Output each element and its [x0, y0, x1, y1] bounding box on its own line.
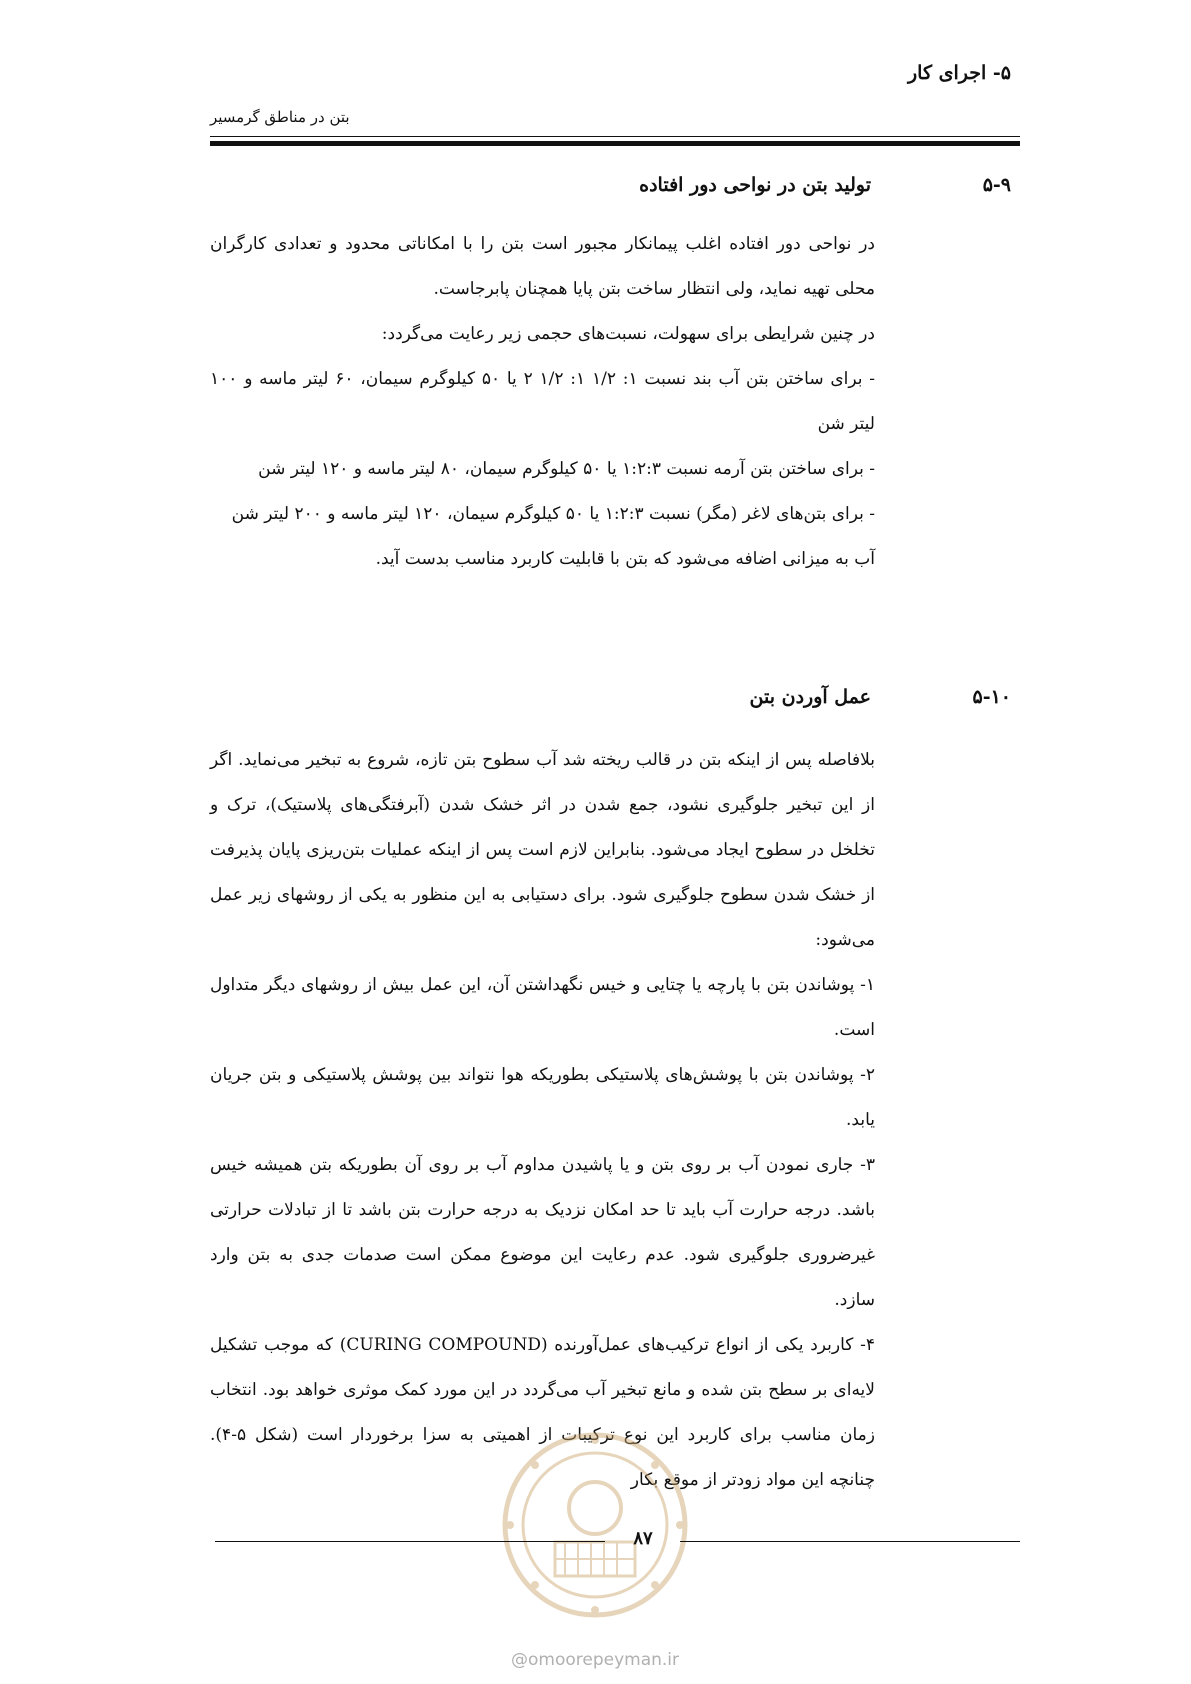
list-item: ۲- پوشاندن بتن با پوشش‌های پلاستیکی بطوریکه هوا نتواند بین پوشش پلاستیکی و بتن جریان یابد.: [210, 1065, 875, 1130]
footer-rule: [680, 1541, 1020, 1542]
section-heading-5-10: [191, 686, 1011, 720]
section-body-5-9: [210, 222, 875, 582]
watermark-seal-icon: [500, 1430, 690, 1620]
section-title: تولید بتن در نواحی دور افتاده: [639, 174, 871, 196]
list-item: - برای ساختن بتن آب بند نسبت ۱: ۱/۲ ۱: ۱/۲ ۲ یا ۵۰ کیلوگرم سیمان، ۶۰ لیتر ماسه و ۱۰۰ لیتر شن: [210, 369, 876, 434]
site-watermark: @omoorepeyman.ir: [510, 1650, 680, 1670]
footer-rule: [215, 1541, 605, 1542]
section-number: ۵-۹: [982, 174, 1011, 196]
list-item: ۳- جاری نمودن آب بر روی بتن و یا پاشیدن مداوم آب بر روی آن بطوریکه بتن همیشه خیس باشد. درجه حرارت آب باید تا حد امکان نزدیک به درجه حرارت بتن باشد تا از تبادلات حرارتی غیرضروری جلوگیری شود. عدم رعایت این موضوع ممکن است صدمات جدی به بتن وارد سازد.: [210, 1155, 875, 1310]
section-body-5-10: [210, 738, 875, 1503]
header-rule: [210, 136, 1020, 137]
running-header: بتن در مناطق گرمسیر: [210, 108, 350, 126]
header-rule-thick: [210, 141, 1020, 146]
paragraph: در نواحی دور افتاده اغلب پیمانکار مجبور است بتن را با امکاناتی محدود و تعدادی کارگران محلی تهیه نماید، ولی انتظار ساخت بتن پایا همچنان پابرجاست.: [210, 234, 875, 299]
page-number: ۸۷: [633, 1528, 653, 1549]
section-heading-5-9: [191, 174, 1011, 208]
list-item: - برای بتن‌های لاغر (مگر) نسبت ۱:۲:۳ یا ۵۰ کیلوگرم سیمان، ۱۲۰ لیتر ماسه و ۲۰۰ لیتر شن: [231, 504, 875, 524]
list-item: ۴- کاربرد یکی از انواع ترکیب‌های عمل‌آورنده (CURING COMPOUND) که موجب تشکیل لایه‌ای بر سطح بتن شده و مانع تبخیر آب می‌گردد در این مورد کمک موثری خواهد بود. انتخاب زمان مناسب برای کاربرد این نوع ترکیبات از اهمیتی به سزا برخوردار است (شکل ۵-۴). چنانچه این مواد زودتر از موقع بکار: [210, 1335, 875, 1490]
list-item: ۱- پوشاندن بتن با پارچه یا چتایی و خیس نگهداشتن آن، این عمل بیش از روشهای دیگر متداول است.: [210, 975, 875, 1040]
paragraph: بلافاصله پس از اینکه بتن در قالب ریخته شد آب سطوح بتن تازه، شروع به تبخیر می‌نماید. اگر از این تبخیر جلوگیری نشود، جمع شدن در اثر خشک شدن (آبرفتگی‌های پلاستیک)، ترک و تخلخل در سطوح ایجاد می‌شود. بنابراین لازم است پس از اینکه عملیات بتن‌ریزی پایان پذیرفت از خشک شدن سطوح جلوگیری شود. برای دستیابی به این منظور به یکی از روشهای زیر عمل می‌شود:: [210, 750, 875, 950]
paragraph: در چنین شرایطی برای سهولت، نسبت‌های حجمی زیر رعایت می‌گردد:: [381, 324, 875, 344]
list-item: - برای ساختن بتن آرمه نسبت ۱:۲:۳ یا ۵۰ کیلوگرم سیمان، ۸۰ لیتر ماسه و ۱۲۰ لیتر شن: [258, 459, 875, 479]
chapter-title: ۵- اجرای کار: [907, 62, 1011, 84]
section-number: ۵-۱۰: [972, 686, 1011, 708]
paragraph: آب به میزانی اضافه می‌شود که بتن با قابلیت کاربرد مناسب بدست آید.: [375, 549, 875, 569]
section-title: عمل آوردن بتن: [749, 686, 871, 708]
